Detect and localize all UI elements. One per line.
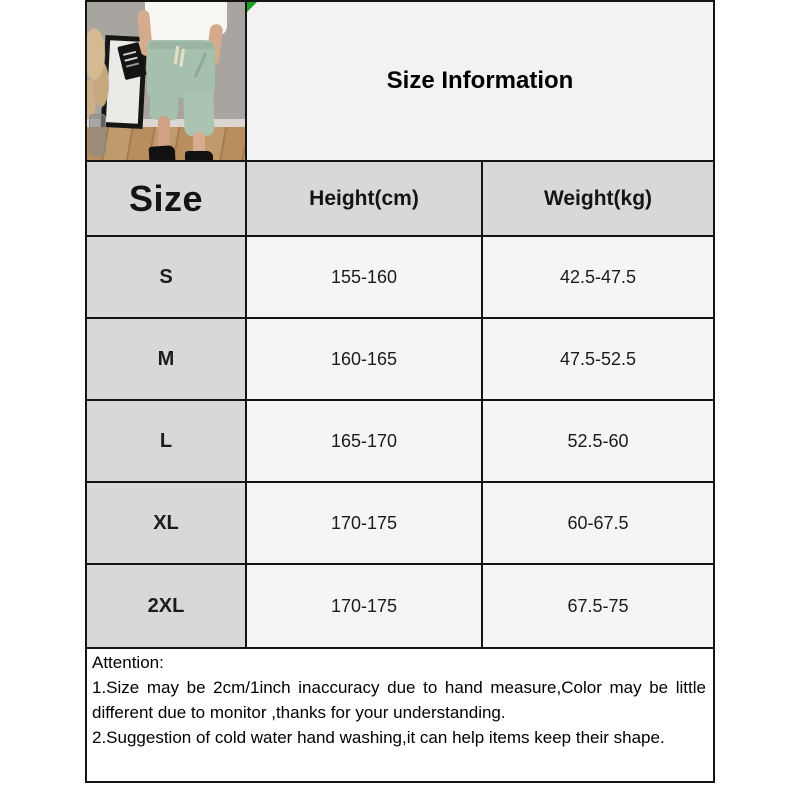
height-value: 170-175 xyxy=(247,483,483,563)
size-chart-panel xyxy=(85,0,715,783)
product-photo xyxy=(87,2,247,160)
size-label: L xyxy=(87,401,247,481)
photo-right-shoe xyxy=(185,151,213,160)
weight-value: 47.5-52.5 xyxy=(483,319,713,399)
weight-value: 60-67.5 xyxy=(483,483,713,563)
size-label: S xyxy=(87,237,247,317)
column-header-weight: Weight(kg) xyxy=(483,162,713,235)
height-value: 170-175 xyxy=(247,565,483,647)
height-value: 160-165 xyxy=(247,319,483,399)
page-title: Size Information xyxy=(386,67,574,94)
size-table xyxy=(85,0,715,649)
table-row-2xl xyxy=(87,565,713,647)
attention-box xyxy=(85,647,715,783)
table-row-xl xyxy=(87,483,713,565)
size-label: M xyxy=(87,319,247,399)
photo-pampas-plant xyxy=(87,24,113,124)
photo-left-shoe xyxy=(148,145,175,160)
photo-pants-waistband xyxy=(149,42,213,49)
photo-vase xyxy=(89,114,106,156)
table-row-l xyxy=(87,401,713,483)
attention-heading: Attention: xyxy=(92,653,164,672)
title-cell xyxy=(247,2,713,160)
photo-pants-right-leg xyxy=(183,93,214,136)
green-corner-flag-icon xyxy=(247,2,257,12)
column-header-size: Size xyxy=(87,162,247,235)
weight-value: 52.5-60 xyxy=(483,401,713,481)
top-row xyxy=(87,2,713,162)
weight-value: 67.5-75 xyxy=(483,565,713,647)
attention-note-2: 2.Suggestion of cold water hand washing,it can help items keep their shape. xyxy=(92,728,665,747)
column-header-height: Height(cm) xyxy=(247,162,483,235)
table-row-m xyxy=(87,319,713,401)
height-value: 155-160 xyxy=(247,237,483,317)
table-header-row xyxy=(87,162,713,237)
table-row-s xyxy=(87,237,713,319)
height-value: 165-170 xyxy=(247,401,483,481)
size-label: XL xyxy=(87,483,247,563)
weight-value: 42.5-47.5 xyxy=(483,237,713,317)
size-label: 2XL xyxy=(87,565,247,647)
attention-note-1: 1.Size may be 2cm/1inch inaccuracy due to hand measure,Color may be little different due to monitor ,thanks for your understanding. xyxy=(92,678,706,722)
